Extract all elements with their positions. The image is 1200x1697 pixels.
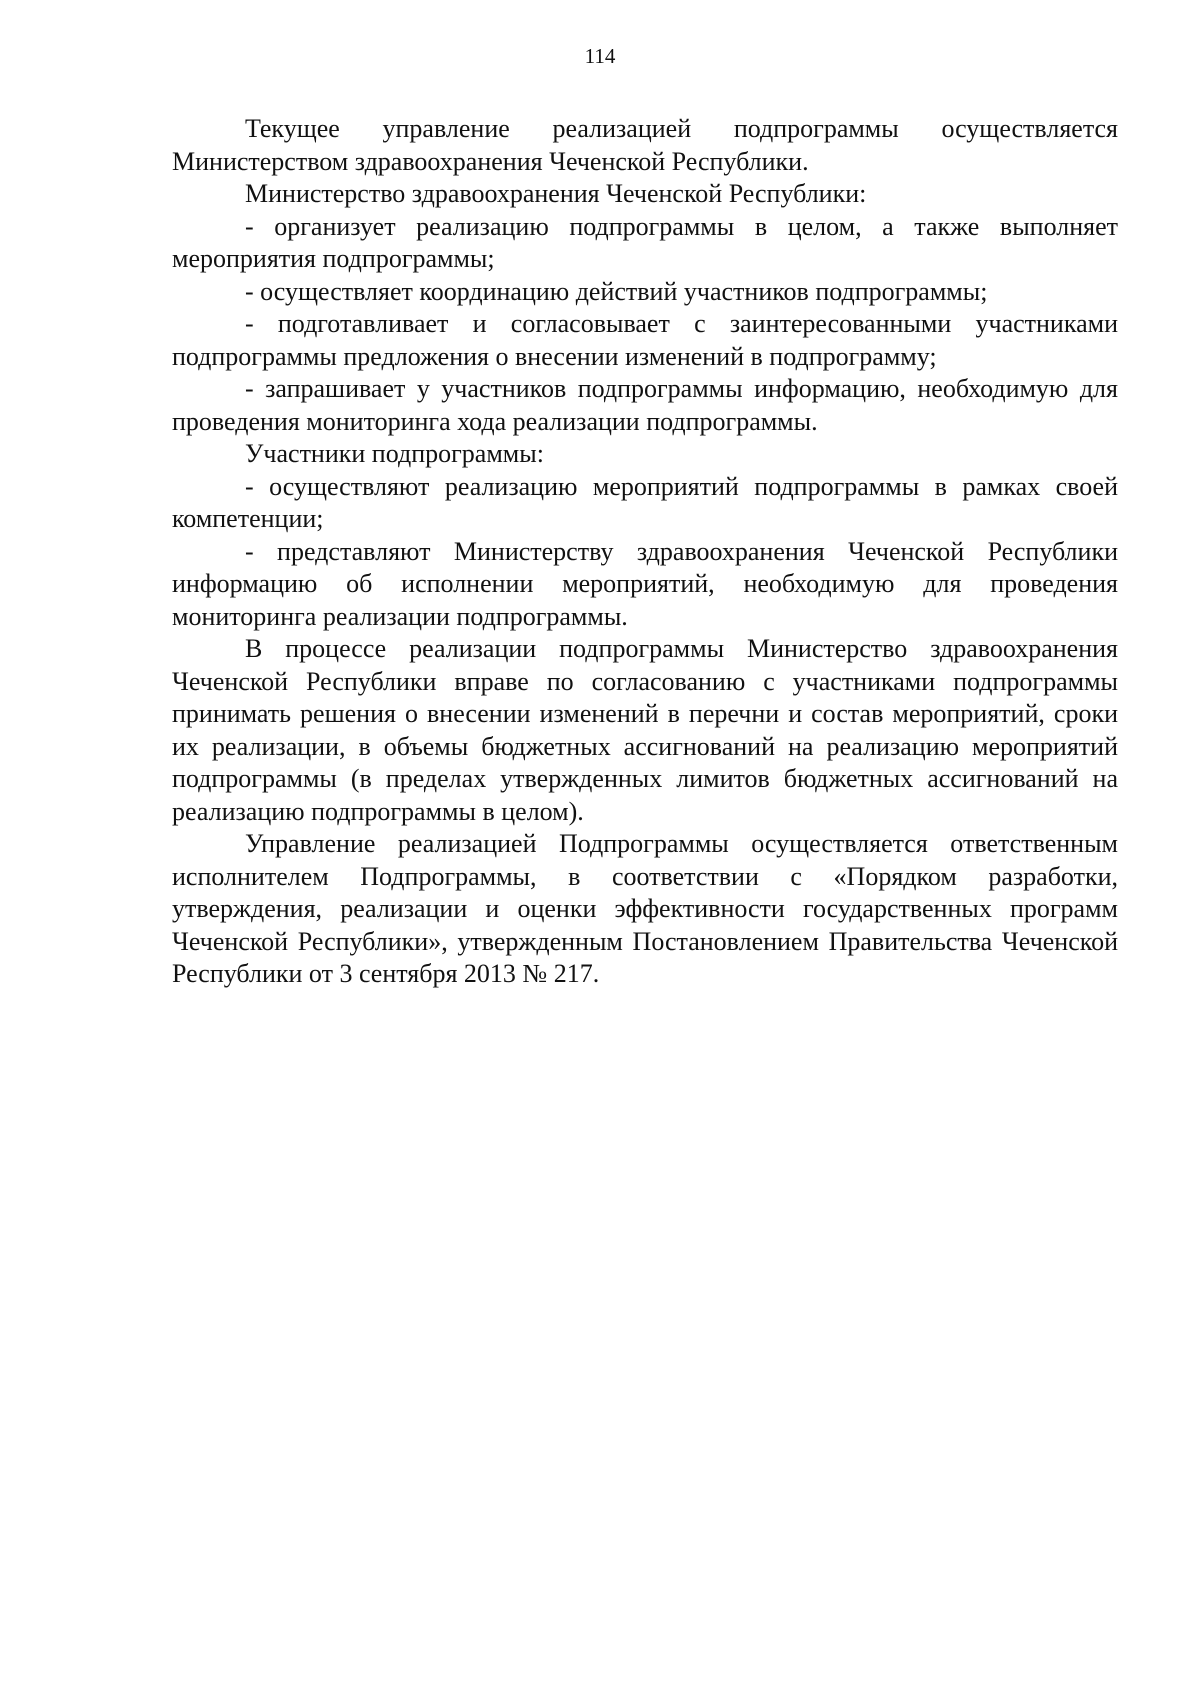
page-number: 114 — [584, 44, 616, 68]
list-item-implement: - осуществляют реализацию мероприятий подпрограммы в рамках своей компетенции; — [172, 471, 1118, 533]
paragraph-changes: В процессе реализации подпрограммы Министерство здравоохранения Чеченской Республики вправе по согласованию с участниками подпрограммы принимать решения о внесении изменений в перечни и состав мероприятий, сроки их реализации, в объемы бюджетных ассигнований на реализацию мероприятий подпрограммы (в пределах утвержденных лимитов бюджетных ассигнований на реализацию подпрограммы в целом). — [172, 634, 1118, 826]
paragraph-participants-heading: Участники подпрограммы: — [245, 439, 544, 468]
list-item-requests: - запрашивает у участников подпрограммы информацию, необходимую для проведения мониторинга хода реализации подпрограммы. — [172, 374, 1118, 436]
list-item-submit: - представляют Министерству здравоохранения Чеченской Республики информацию об исполнении мероприятий, необходимую для проведения мониторинга реализации подпрограммы. — [172, 536, 1118, 631]
paragraph-current-management: Текущее управление реализацией подпрограммы осуществляется Министерством здравоохранения Чеченской Республики. — [172, 114, 1118, 176]
paragraph-ministry-heading: Министерство здравоохранения Чеченской Республики: — [245, 179, 867, 208]
paragraph-management-order: Управление реализацией Подпрограммы осуществляется ответственным исполнителем Подпрограммы, в соответствии с «Порядком разработки, утверждения, реализации и оценки эффективности государственных программ Чеченской Республики», утвержденным Постановлением Правительства Чеченской Республики от 3 сентября 2013 № 217. — [172, 829, 1118, 988]
list-item-prepares: - подготавливает и согласовывает с заинтересованными участниками подпрограммы предложения о внесении изменений в подпрограмму; — [172, 309, 1118, 371]
list-item-organizes: - организует реализацию подпрограммы в целом, а также выполняет мероприятия подпрограммы; — [172, 211, 1118, 273]
list-item-coordinates: - осуществляет координацию действий участников подпрограммы; — [245, 276, 988, 306]
document-body — [172, 113, 1118, 991]
